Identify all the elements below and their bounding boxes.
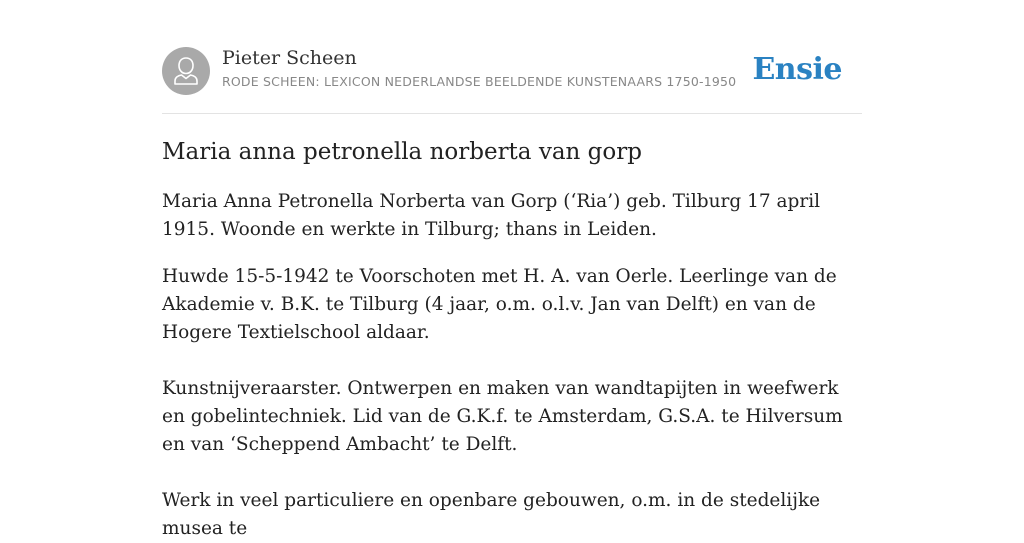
user-icon bbox=[162, 47, 210, 95]
article-paragraph: Huwde 15-5-1942 te Voorschoten met H. A. van Oerle. Leerlinge van de Akademie v. B.K. te Tilburg (4 jaar, o.m. o.l.v. Jan van Delft) en van de Hogere Textielschool aldaar. bbox=[162, 266, 837, 343]
article-paragraph: Maria Anna Petronella Norberta van Gorp (‘Ria’) geb. Tilburg 17 april 1915. Woonde en werkte in Tilburg; thans in Leiden. bbox=[162, 191, 821, 240]
ensie-logo[interactable]: Ensie bbox=[752, 52, 842, 87]
header-divider bbox=[162, 113, 862, 114]
source-title[interactable]: RODE SCHEEN: LEXICON NEDERLANDSE BEELDENDE KUNSTENAARS 1750-1950 bbox=[222, 74, 737, 89]
article-paragraph: Kunstnijveraarster. Ontwerpen en maken van wandtapijten in weefwerk en gobelintechniek. Lid van de G.K.f. te Amsterdam, G.S.A. te Hilversum en van ‘Scheppend Ambacht’ te Delft. bbox=[162, 378, 843, 455]
author-avatar[interactable] bbox=[162, 47, 210, 95]
header bbox=[162, 46, 862, 96]
author-name[interactable]: Pieter Scheen bbox=[222, 47, 357, 69]
article-title: Maria anna petronella norberta van gorp bbox=[162, 139, 642, 165]
article-paragraph: Werk in veel particuliere en openbare gebouwen, o.m. in de stedelijke musea te bbox=[162, 490, 821, 539]
article bbox=[162, 136, 862, 543]
